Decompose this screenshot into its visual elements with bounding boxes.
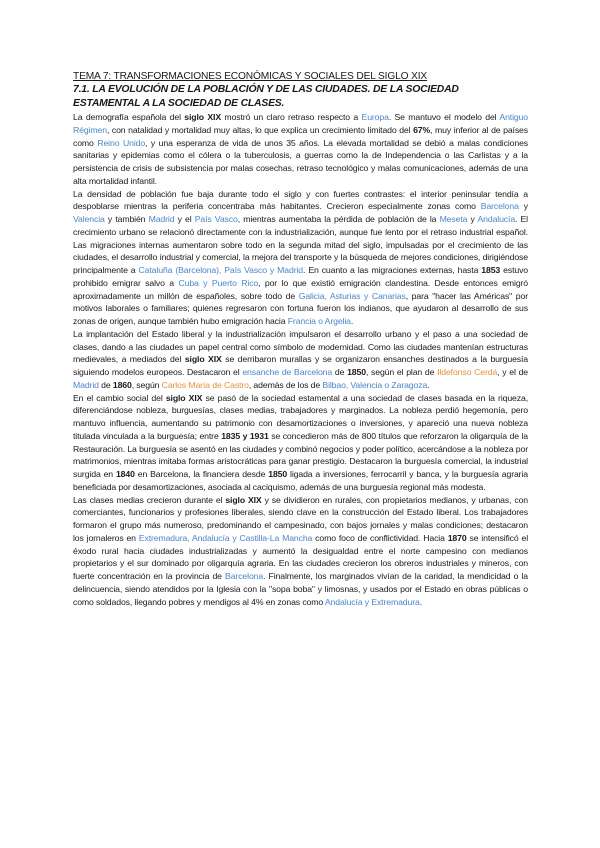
text-run: Las clases medias crecieron durante el	[73, 494, 226, 505]
text-run: y	[518, 201, 528, 212]
text-run: .	[419, 596, 422, 607]
paragraph	[73, 188, 528, 328]
text-run: , por lo que existió emigración clandestina. Desde entonces emigró aproximadamente un millón de españoles, sobre todo de	[73, 277, 529, 301]
text-run: .	[427, 379, 430, 390]
person-term: Carlos María de Castro	[161, 379, 249, 390]
place-term: Andalucía	[477, 214, 516, 224]
place-term: Extremadura, Andalucía y Castilla-La Mancha	[138, 532, 313, 543]
text-run: . El crecimiento urbano se relacionó directamente con la industrialización, aunque fue lento por el retraso industrial español. Las migraciones internas aumentaron sobre todo en la segunda mitad del siglo, impulsadas por el crecimiento de las ciudades, el desarrollo industrial y comercial, la mejora del transporte y la búsqueda de mejores condiciones, dirigiéndose principalmente a	[73, 214, 528, 275]
place-term: Reino Unido	[97, 137, 146, 148]
place-term: Galicia, Asturias y Canarias	[298, 290, 406, 301]
place-term: Madrid	[73, 379, 99, 390]
bold-term: siglo XIX	[184, 354, 222, 365]
bold-term: 1835 y 1931	[221, 430, 269, 441]
page-title: TEMA 7: TRANSFORMACIONES ECONÓMICAS Y SOCIALES DEL SIGLO XIX	[73, 71, 428, 82]
text-run: En el cambio social del	[73, 392, 166, 403]
text-run: La implantación del Estado liberal y la industrialización impulsaron el desarrollo urbano y el paso a una sociedad de clases, dando a las ciudades un papel central como símbolo de modernidad. Como las ciudades mantenían estructuras medievales, a mediados del	[73, 328, 528, 365]
bold-term: 1850	[347, 367, 366, 377]
text-run: . Se mantuvo el modelo del	[388, 112, 500, 122]
place-term: Barcelona	[225, 571, 264, 581]
text-run: ligada a inversiones, ferrocarril y banca, y la burguesía agraria beneficiada por desamortizaciones, asociada al caciquismo, además de una burguesía regional más modesta.	[73, 469, 528, 492]
place-term: Bilbao, Valencia o Zaragoza	[322, 379, 428, 390]
bold-term: 1840	[115, 469, 135, 479]
text-run: . Finalmente, los marginados vivían de la caridad, la mendicidad o la delincuencia, siendo atendidos por la Iglesia con la "sopa boba" y limosnas, y usados por el Estado en obras públicas o como soldados, llegando pobres y mendigos al 4% en zonas como	[73, 571, 529, 607]
bold-term: siglo XIX	[184, 112, 221, 122]
bold-term: 1850	[268, 469, 288, 479]
place-term: Valencia	[73, 214, 105, 224]
text-run: se derribaron murallas y se organizaron ensanches destinados a la burguesía siguiendo modelos europeos. Destacaron el	[73, 354, 529, 377]
paragraph	[73, 328, 528, 392]
paragraph	[73, 111, 528, 188]
paragraph	[73, 392, 528, 494]
text-run: y también	[104, 214, 149, 224]
text-run: y el	[174, 214, 195, 224]
place-term: Barcelona	[480, 201, 519, 212]
text-run: , con natalidad y mortalidad muy altas, lo que explica un crecimiento limitado del	[106, 124, 414, 135]
text-run: , muy inferior al de países como	[73, 124, 528, 148]
text-run: de	[98, 379, 113, 390]
text-run: y	[467, 214, 478, 224]
bold-term: 1853	[481, 265, 501, 275]
place-term: Madrid	[148, 214, 175, 224]
place-term: Cataluña (Barcelona), País Vasco y Madrid	[138, 265, 304, 275]
text-run: La demografía española del	[73, 112, 185, 122]
section-heading: 7.1. LA EVOLUCIÓN DE LA POBLACIÓN Y DE LAS CIUDADES. DE LA SOCIEDAD ESTAMENTAL A LA SOCIEDAD DE CLASES.	[73, 84, 459, 109]
text-run: de	[332, 367, 348, 377]
text-run: en Barcelona, la financiera desde	[134, 469, 269, 479]
place-term: Francia o Argelia	[287, 316, 351, 326]
bold-term: 67%	[413, 124, 431, 135]
place-term: Andalucía y Extremadura	[324, 596, 420, 607]
text-run: estuvo prohibido emigrar salvo a	[73, 265, 529, 288]
place-term: Meseta	[439, 214, 468, 224]
bold-term: 1860	[112, 379, 132, 390]
text-run: , y el de	[497, 367, 528, 377]
place-term: Antiguo Régimen	[73, 112, 529, 135]
text-run: y se dividieron en rurales, con propietarios medianos, y urbanas, con comerciantes, funcionarios y profesiones liberales, siendo clave en la construcción del Estado liberal. Los trabajadores formaron el grupo más numeroso, predominando el campesinado, con bajos jornales y malas condiciones; destacaron los jornaleros en	[73, 494, 528, 543]
text-run: , según	[131, 379, 162, 390]
bold-term: siglo XIX	[165, 392, 203, 403]
text-run: mostró un claro retraso respecto a	[221, 112, 362, 122]
text-run: La densidad de población fue baja durante todo el siglo y con fuertes contrastes: el interior peninsular tendía a despoblarse mientras la periferia concentraba más habitantes. Crecieron especialmente zonas como	[73, 188, 528, 212]
place-term: Cuba y Puerto Rico	[178, 277, 259, 288]
place-term: ensanche de Barcelona	[242, 367, 333, 377]
paragraph	[73, 494, 528, 609]
text-run: se concedieron más de 800 títulos que reforzaron la oligarquía de la Restauración. La burguesía se asentó en las ciudades y combinó negocios y poder político, acercándose a la nobleza por matrimonios, mientras imitaba formas aristocráticas para ganar prestigio. Destacaron la burguesía comercial, la industrial surgida en	[73, 430, 528, 479]
text-run: .	[350, 316, 354, 326]
text-run: , mientras aumentaba la pérdida de población de la	[237, 214, 440, 224]
text-run: como foco de conflictividad. Hacia	[312, 532, 448, 543]
text-run: se intensificó el éxodo rural hacia ciudades industrializadas y aumentó la desigualdad entre el norte campesino con medianos propietarios y el sur dominado por oligarquía agraria. En las ciudades crecieron los obreros industriales y mineros, con fuerte concentración en la provincia de	[73, 532, 529, 581]
text-run: . En cuanto a las migraciones externas, hasta	[303, 265, 482, 275]
text-run: , además de los de	[248, 379, 323, 390]
text-run: , y una esperanza de vida de unos 35 años. La elevada mortalidad se debió a malas condiciones sanitarias y epidemias como el cólera o la tuberculosis, a guerras como la de Independencia o las Carlistas y a la persistencia de crisis de subsistencia por malas cosechas, retraso tecnológico y malas comunicaciones, además de una alta mortalidad infantil.	[73, 137, 528, 186]
text-run: , para "hacer las Américas" por motivos laborales o familiares; quienes regresaron con fortuna fueron los indianos, que ayudaron al desarrollo de sus zonas de origen, aunque también hubo emigración hacia	[73, 290, 528, 326]
person-term: Ildefonso Cerdá	[437, 367, 498, 377]
bold-term: siglo XIX	[225, 494, 262, 505]
bold-term: 1870	[447, 532, 467, 543]
document-body	[73, 111, 528, 608]
text-run: se pasó de la sociedad estamental a una sociedad de clases basada en la riqueza, diferenciándose nobleza, burguesías, clases medias, trabajadores y marginados. La nobleza perdió hegemonía, pero mantuvo influencia, aumentando su patrimonio con desamortizaciones o inversiones, y apareció una nueva nobleza titulada vinculada a la burguesía; entre	[73, 392, 529, 441]
place-term: Europa	[361, 112, 389, 122]
place-term: País Vasco	[194, 214, 238, 224]
text-run: , según el plan de	[365, 367, 438, 377]
